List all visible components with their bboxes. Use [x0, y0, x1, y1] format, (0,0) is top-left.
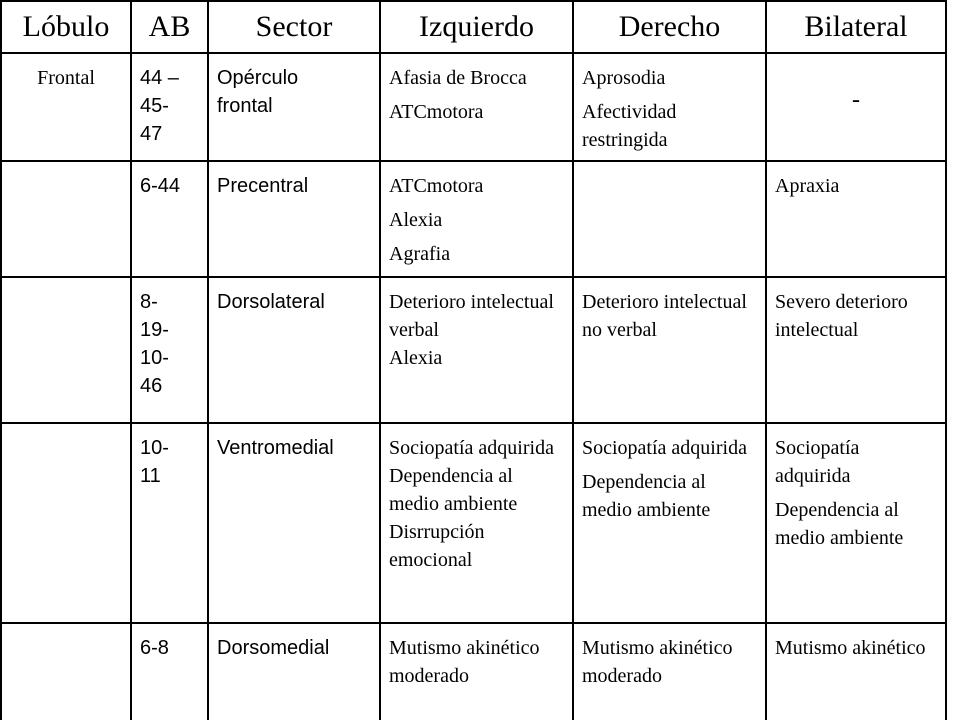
sector-cell: [208, 423, 380, 623]
lobe-cell: [1, 623, 131, 720]
sector-cell: [208, 53, 380, 161]
ab-line: 8-: [140, 291, 158, 313]
ab-line: 11: [140, 465, 161, 487]
ab-cell: [131, 623, 208, 720]
left-cell: [380, 423, 573, 623]
finding-text: Dependencia al medio ambiente: [775, 499, 904, 549]
sector-line: frontal: [217, 95, 273, 117]
finding-text: Alexia: [389, 209, 443, 231]
finding-text: Deterioro intelectual verbal: [389, 291, 554, 341]
ab-line: 44 –: [140, 67, 179, 89]
finding-text: Disrrupción emocional: [389, 521, 485, 571]
lobe-cell: [1, 277, 131, 423]
finding-text: Mutismo akinético: [775, 637, 926, 659]
header-left: Izquierdo: [380, 1, 573, 53]
header-sector: Sector: [208, 1, 380, 53]
left-cell: [380, 161, 573, 277]
finding-text: Dependencia al medio ambiente: [389, 465, 518, 515]
sector-line: Ventromedial: [217, 437, 334, 459]
finding-text: Afectividad restringida: [582, 101, 677, 151]
ab-line: 19-: [140, 319, 169, 341]
finding-text: ATCmotora: [389, 175, 484, 197]
ab-cell: [131, 277, 208, 423]
ab-cell: [131, 53, 208, 161]
bilateral-cell: [766, 161, 946, 277]
bilateral-cell: [766, 53, 946, 161]
ab-line: 46: [140, 375, 163, 397]
finding-text: Apraxia: [775, 175, 840, 197]
right-cell: [573, 423, 766, 623]
lobe-cell: [1, 161, 131, 277]
table-row: [1, 623, 946, 720]
finding-text: Alexia: [389, 347, 443, 369]
lobe-cell: [1, 53, 131, 161]
header-bilateral: Bilateral: [766, 1, 946, 53]
finding-text: Dependencia al medio ambiente: [582, 471, 711, 521]
ab-line: 6-8: [140, 637, 169, 659]
table-row: [1, 423, 946, 623]
sector-line: Opérculo: [217, 67, 299, 89]
right-cell: [573, 277, 766, 423]
ab-line: 47: [140, 123, 163, 145]
ab-line: 45-: [140, 95, 169, 117]
finding-text: Sociopatía adquirida: [775, 437, 860, 487]
finding-text: Severo deterioro intelectual: [775, 291, 908, 341]
ab-cell: [131, 423, 208, 623]
finding-text: Sociopatía adquirida: [389, 437, 554, 459]
right-cell: [573, 623, 766, 720]
right-cell: [573, 161, 766, 277]
header-right: Derecho: [573, 1, 766, 53]
left-cell: [380, 623, 573, 720]
left-cell: [380, 53, 573, 161]
header-lobe: Lóbulo: [1, 1, 131, 53]
table-row: [1, 53, 946, 161]
finding-text: Deterioro intelectual no verbal: [582, 291, 747, 341]
sector-cell: [208, 277, 380, 423]
sector-cell: [208, 623, 380, 720]
header-ab: AB: [131, 1, 208, 53]
right-cell: [573, 53, 766, 161]
table-row: [1, 277, 946, 423]
finding-text: Aprosodia: [582, 67, 666, 89]
finding-text: Agrafia: [389, 243, 451, 265]
sector-line: Dorsolateral: [217, 291, 325, 313]
lobe-label: Frontal: [37, 67, 95, 89]
table-row: [1, 161, 946, 277]
finding-text: Mutismo akinético moderado: [582, 637, 733, 687]
bilateral-cell: [766, 623, 946, 720]
left-cell: [380, 277, 573, 423]
ab-cell: [131, 161, 208, 277]
finding-text: Afasia de Brocca: [389, 67, 527, 89]
lobe-cell: [1, 423, 131, 623]
sector-line: Dorsomedial: [217, 637, 330, 659]
bilateral-cell: [766, 277, 946, 423]
ab-line: 10-: [140, 437, 169, 459]
finding-text: Mutismo akinético moderado: [389, 637, 540, 687]
header-row: [1, 1, 946, 53]
sector-cell: [208, 161, 380, 277]
finding-text: Sociopatía adquirida: [582, 437, 747, 459]
ab-line: 6-44: [140, 175, 181, 197]
bilateral-cell: [766, 423, 946, 623]
finding-text: ATCmotora: [389, 101, 484, 123]
empty-dash: -: [852, 87, 860, 113]
ab-line: 10-: [140, 347, 169, 369]
sector-line: Precentral: [217, 175, 309, 197]
